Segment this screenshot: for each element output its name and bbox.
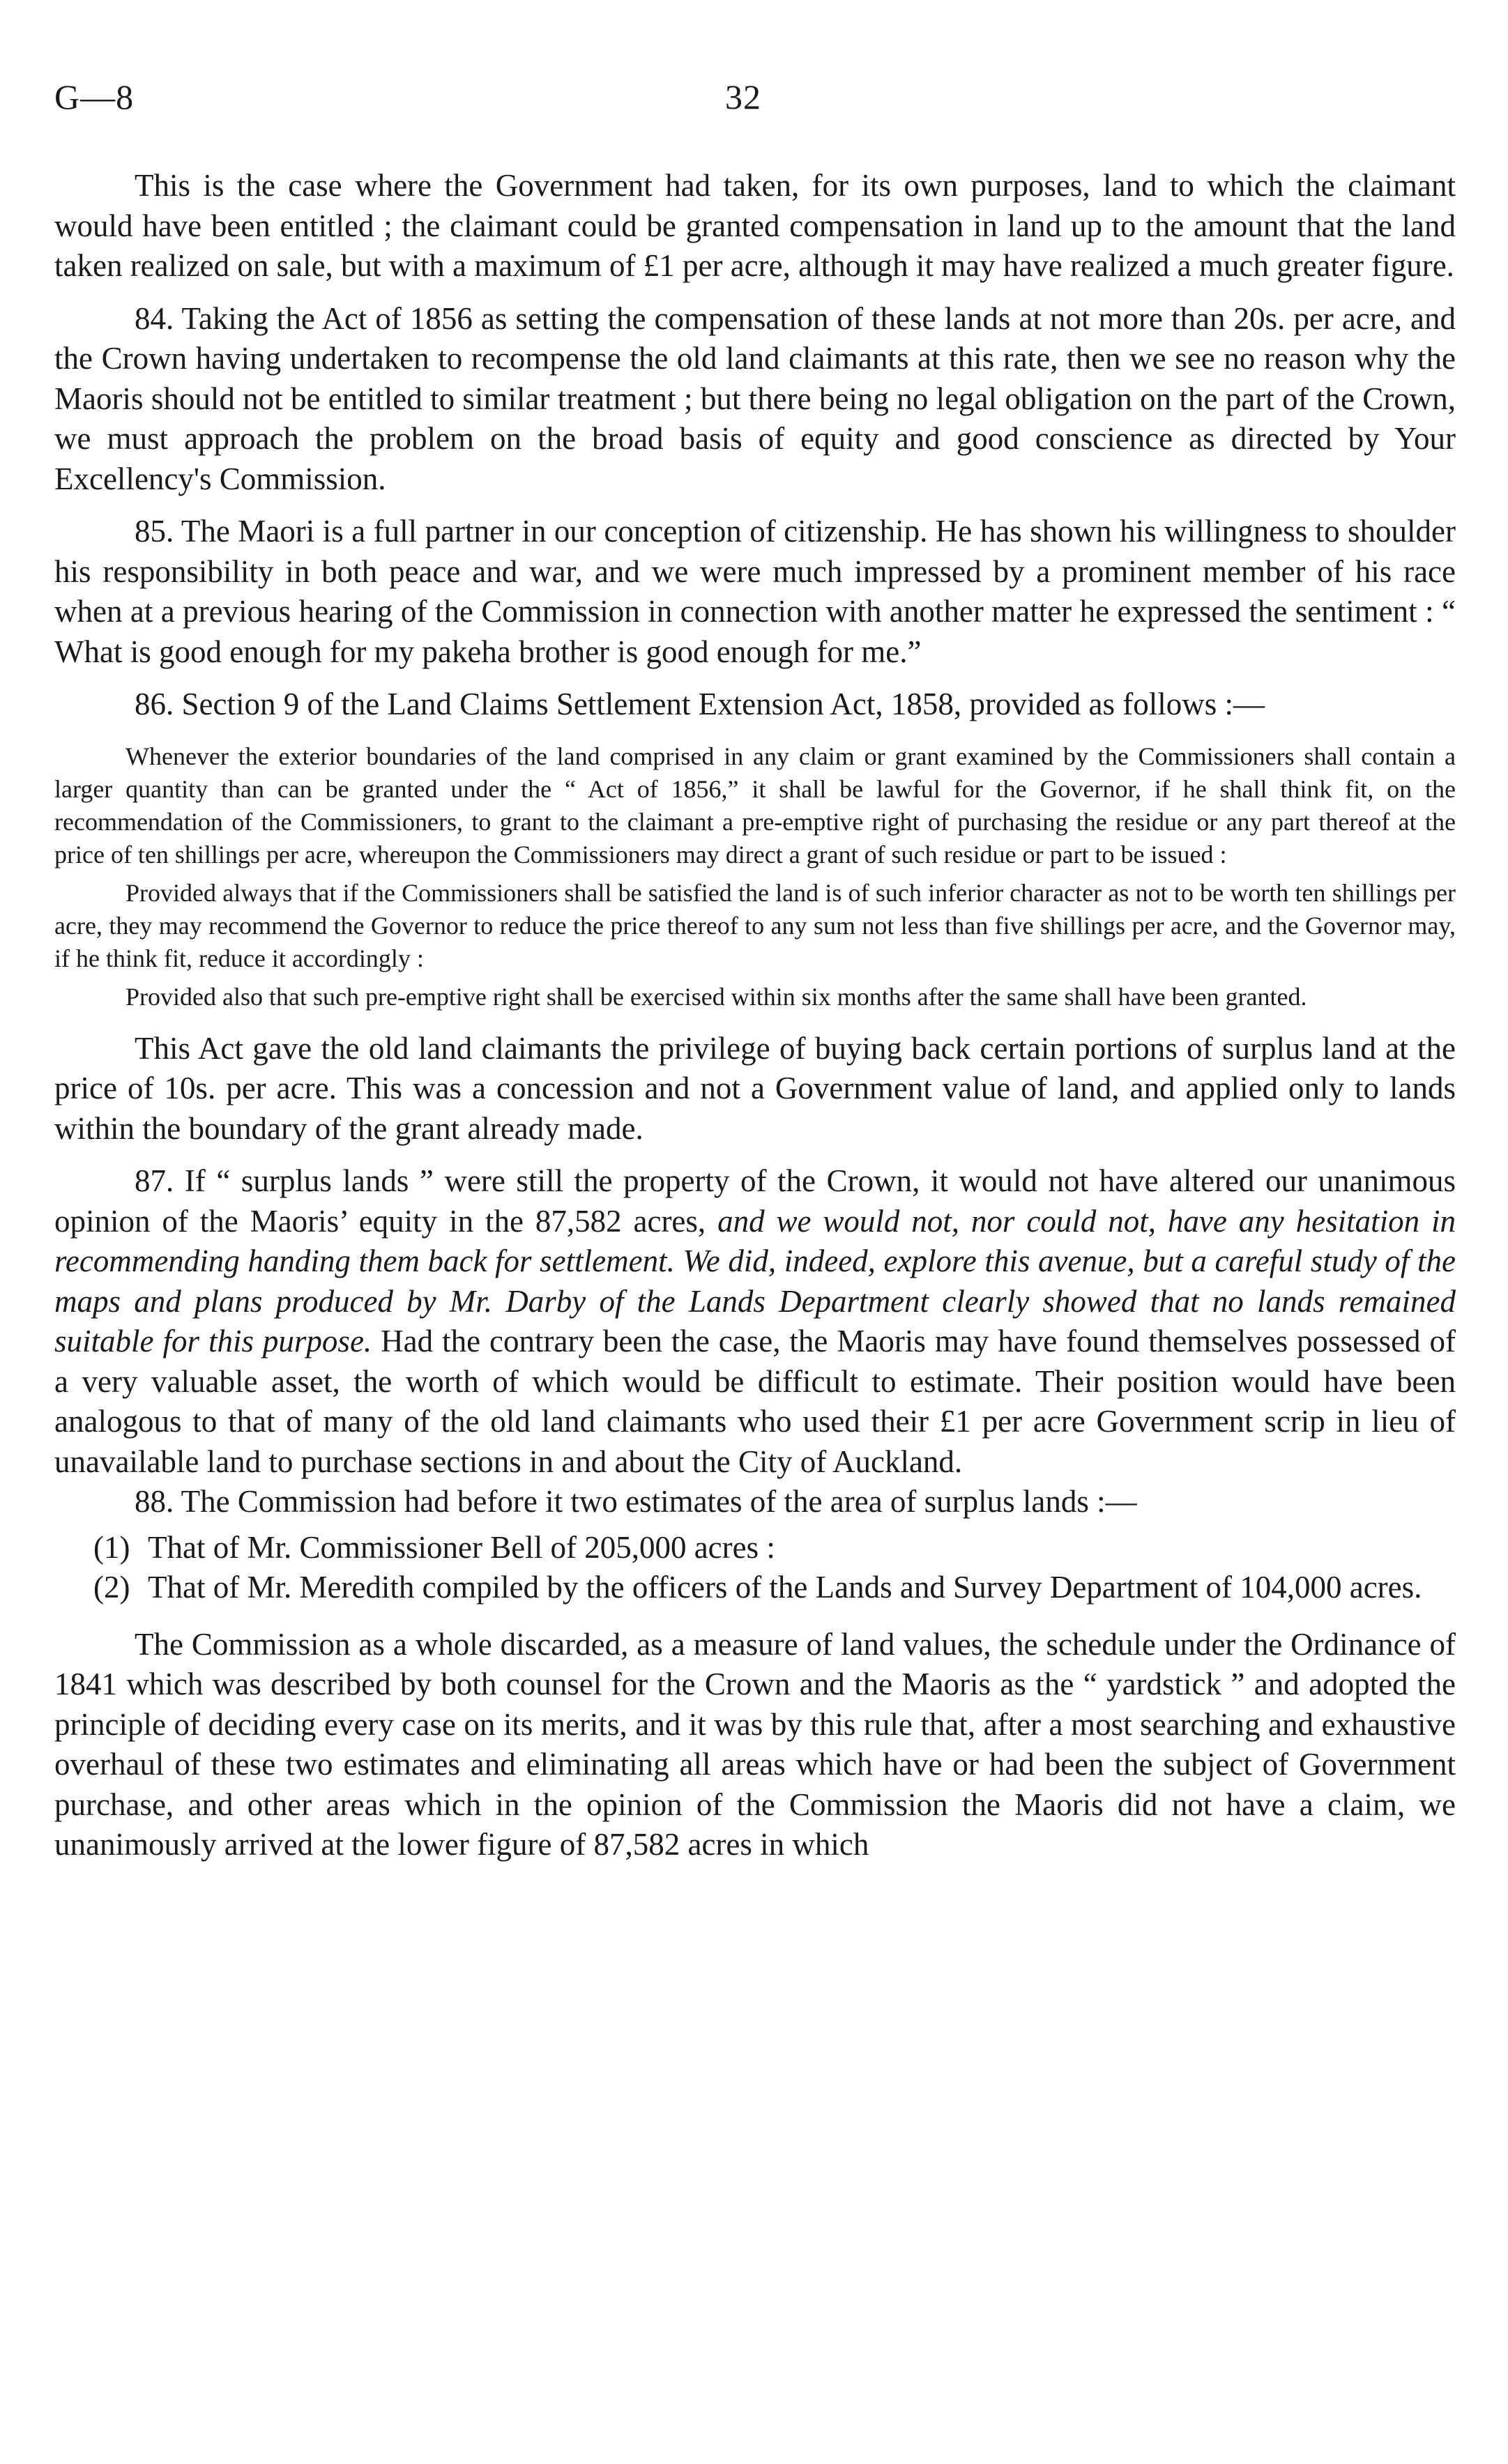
document-body <box>54 166 1456 1865</box>
list-item-number: (2) <box>93 1570 130 1605</box>
quote-paragraph-3: Provided also that such pre-emptive right shall be exercised within six months after the same shall have been granted. <box>125 982 1307 1011</box>
paragraph-final: The Commission as a whole discarded, as a measure of land values, the schedule under the Ordinance of 1841 which was described by both counsel for the Crown and the Maoris as the “ yardstick ” and adopted the principle of deciding every case on its merits, and it was by this rule that, after a most searching and exhaustive overhaul of these two estimates and eliminating all areas which have or had been the subject of Government purchase, and other areas which in the opinion of the Commission the Maoris did not have a claim, we unanimously arrived at the lower figure of 87,582 acres in which <box>54 1626 1456 1862</box>
paragraph-86: 86. Section 9 of the Land Claims Settlement Extension Act, 1858, provided as follows :— <box>135 687 1265 721</box>
quote-paragraph-1: Whenever the exterior boundaries of the land comprised in any claim or grant examined by the Commissioners shall contain a larger quantity than can be granted under the “ Act of 1856,” it shall be lawful for the Governor, if he shall think fit, on the recommendation of the Commissioners, to grant to the claimant a pre-emptive right of purchasing the residue or any part thereof at the price of ten shillings per acre, whereupon the Commissioners may direct a grant of such residue or part to be issued : <box>54 742 1456 868</box>
paragraph-84: 84. Taking the Act of 1856 as setting the compensation of these lands at not more than 20s. per acre, and the Crown having undertaken to recompense the old land claimants at this rate, then we see no reason why the Maoris should not be entitled to similar treatment ; but there being no legal obligation on the part of the Crown, we must approach the problem on the broad basis of equity and good conscience as directed by Your Excellency's Commission. <box>54 300 1456 496</box>
paragraph-87 <box>54 1161 1456 1482</box>
list-item-text: That of Mr. Commissioner Bell of 205,000 acres : <box>148 1529 775 1565</box>
paragraph-case: This is the case where the Government had taken, for its own purposes, land to which the claimant would have been entitled ; the claimant could be granted compensation in land up to the amount that the land taken realized on sale, but with a maximum of £1 per acre, although it may have realized a much greater figure. <box>54 168 1456 283</box>
paragraph-87-text-b: Had the contrary been the case, the Maoris may have found themselves possessed of a very valuable asset, the worth of which would be difficult to estimate. Their position would have been analogous to that of many of the old land claimants who used their £1 per acre Government scrip in lieu of unavailable land to purchase sections in and about the City of Auckland. <box>54 1324 1456 1479</box>
document-code: G—8 <box>54 77 135 116</box>
paragraph-87-italic: and we would not, nor could not, have any hesitation in recommending handing them back for settlement. We did, indeed, explore this avenue, but a careful study of the maps and plans produced by Mr. Darby of the Lands Department clearly showed that no lands remained suitable for this purpose. <box>54 1203 1456 1359</box>
page-number: 32 <box>725 77 761 116</box>
statute-quote <box>54 740 1456 1013</box>
paragraph-87-text-a: 87. If “ surplus lands ” were still the property of the Crown, it would not have altered our unanimous opinion of the Maoris’ equity in the 87,582 acres, <box>54 1163 1456 1239</box>
estimates-list <box>54 1528 1456 1608</box>
list-item <box>54 1528 1456 1568</box>
paragraph-act: This Act gave the old land claimants the privilege of buying back certain portions of surplus land at the price of 10s. per acre. This was a concession and not a Government value of land, and applied only to lands within the boundary of the grant already made. <box>54 1030 1456 1146</box>
list-item-text: That of Mr. Meredith compiled by the officers of the Lands and Survey Department of 104,000 acres. <box>148 1570 1422 1605</box>
list-item-number: (1) <box>93 1529 130 1565</box>
paragraph-88: 88. The Commission had before it two estimates of the area of surplus lands :— <box>135 1484 1137 1519</box>
list-item <box>54 1568 1456 1608</box>
paragraph-85: 85. The Maori is a full partner in our conception of citizenship. He has shown his willingness to shoulder his responsibility in both peace and war, and we were much impressed by a prominent member of his race when at a previous hearing of the Commission in connection with another matter he expressed the sentiment : “ What is good enough for my pakeha brother is good enough for me.” <box>54 514 1456 669</box>
quote-paragraph-2: Provided always that if the Commissioners shall be satisfied the land is of such inferior character as not to be worth ten shillings per acre, they may recommend the Governor to reduce the price thereof to any sum not less than five shillings per acre, and the Governor may, if he think fit, reduce it accordingly : <box>54 878 1456 972</box>
